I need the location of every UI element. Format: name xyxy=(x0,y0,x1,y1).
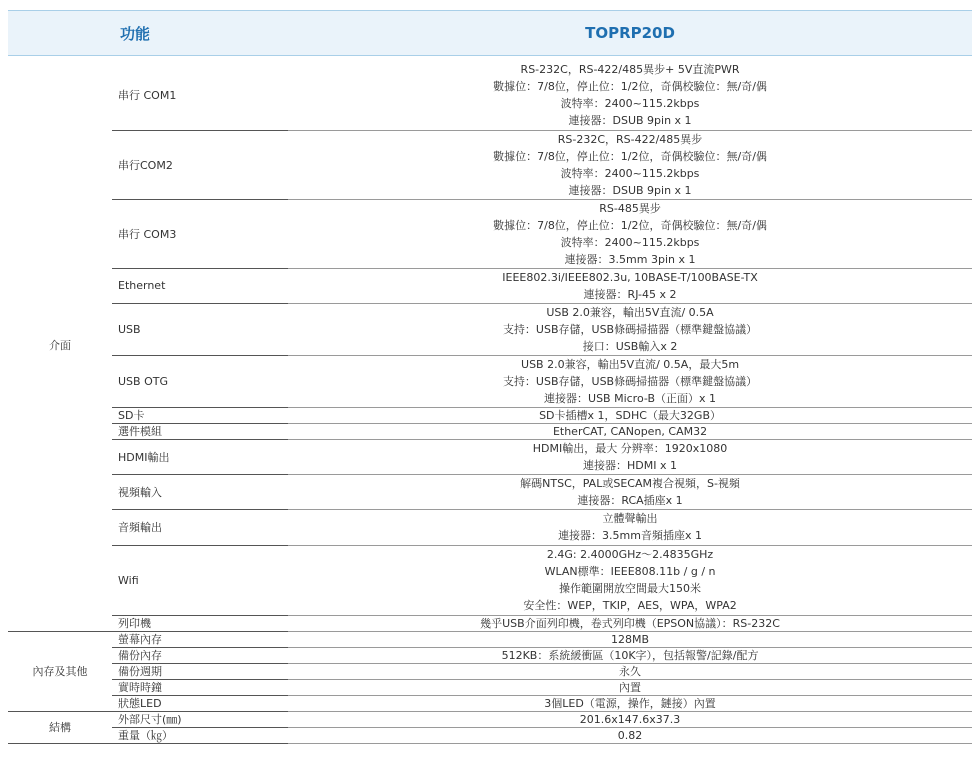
spec-value-line: 128MB xyxy=(611,632,650,646)
feature-label: Wifi xyxy=(112,545,282,615)
spec-value-line: 數據位：7/8位，停止位：1/2位，奇偶校驗位：無/奇/偶 xyxy=(493,79,767,93)
spec-row xyxy=(8,303,972,355)
spec-value-line: 內置 xyxy=(619,680,642,694)
spec-value-line: USB 2.0兼容，輸出5V直流/ 0.5A，最大5m xyxy=(521,357,740,371)
spec-value-line: 波特率：2400~115.2kbps xyxy=(560,235,700,249)
feature-label: USB OTG xyxy=(112,355,282,407)
spec-value xyxy=(288,711,972,727)
spec-value-line: 支持：USB存儲，USB條碼掃描器（標準鍵盤協議） xyxy=(502,374,758,388)
group-label: 內存及其他 xyxy=(8,631,112,711)
spec-value xyxy=(288,60,972,130)
spec-value xyxy=(288,631,972,647)
spec-value-line: 操作範圍開放空間最大150米 xyxy=(559,582,702,595)
spec-row xyxy=(8,727,972,743)
spec-value-line: 512KB：系統緩衝區（10K字），包括報警/記錄/配方 xyxy=(501,648,759,662)
spec-value-line: 永久 xyxy=(619,664,642,678)
feature-label: 串行 COM3 xyxy=(112,199,282,268)
feature-label: 螢幕內存 xyxy=(112,631,282,647)
feature-label: 備份內存 xyxy=(112,647,282,663)
spec-value-line: 201.6x147.6x37.3 xyxy=(579,712,681,726)
spec-row xyxy=(8,631,972,647)
feature-label: HDMI輸出 xyxy=(112,439,282,474)
spec-value-line: 數據位：7/8位，停止位：1/2位，奇偶校驗位：無/奇/偶 xyxy=(493,149,767,163)
spec-table-body xyxy=(8,11,972,744)
feature-label: 實時時鐘 xyxy=(112,679,282,695)
spec-value-line: 0.82 xyxy=(617,728,643,742)
spec-value-line: HDMI輸出，最大 分辨率：1920x1080 xyxy=(532,441,728,455)
spec-row xyxy=(8,663,972,679)
spec-value xyxy=(288,615,972,631)
spec-row xyxy=(8,711,972,727)
spec-value-line: 解碼NTSC，PAL或SECAM複合視頻，S-視頻 xyxy=(520,476,740,490)
spec-value-line: 波特率：2400~115.2kbps xyxy=(560,96,700,110)
spec-value-line: 連接器：DSUB 9pin x 1 xyxy=(568,113,692,127)
spec-value-line: RS-232C，RS-422/485異步+ 5V直流PWR xyxy=(520,62,740,76)
spec-value-line: 連接器：3.5mm音頻插座x 1 xyxy=(558,529,702,542)
spec-value xyxy=(288,545,972,615)
spec-row xyxy=(8,647,972,663)
spec-value-line: 連接器：DSUB 9pin x 1 xyxy=(568,183,692,197)
spec-value xyxy=(288,303,972,355)
spec-row xyxy=(8,615,972,631)
spec-value-line: 2.4G: 2.4000GHz～2.4835GHz xyxy=(546,548,714,561)
feature-label: SD卡 xyxy=(112,407,282,423)
group-label: 結構 xyxy=(8,711,112,743)
spec-value-line: 3個LED（電源，操作，鏈接）內置 xyxy=(544,696,716,710)
feature-label: 串行 COM1 xyxy=(112,60,282,130)
table-header xyxy=(8,11,972,56)
spec-value xyxy=(288,679,972,695)
spec-row xyxy=(8,268,972,303)
spec-row xyxy=(8,474,972,509)
feature-label: 串行COM2 xyxy=(112,130,282,199)
spec-value-line: 連接器：USB Micro-B（正面）x 1 xyxy=(544,391,717,405)
spec-value-line: 連接器：3.5mm 3pin x 1 xyxy=(564,252,696,266)
spec-value-line: IEEE802.3i/IEEE802.3u, 10BASE-T/100BASE-TX xyxy=(502,270,758,284)
spec-value xyxy=(288,407,972,423)
feature-label: USB xyxy=(112,303,282,355)
spec-value xyxy=(288,474,972,509)
spec-value xyxy=(288,509,972,545)
spec-value-line: SD卡插槽x 1，SDHC（最大32GB） xyxy=(539,408,721,422)
spec-value xyxy=(288,199,972,268)
feature-label: 外部尺寸(㎜) xyxy=(112,711,282,727)
spec-value xyxy=(288,130,972,199)
spec-value-line: 安全性：WEP，TKIP，AES，WPA，WPA2 xyxy=(523,599,737,612)
header-model-label: TOPRP20D xyxy=(288,11,972,56)
feature-label: 音頻輸出 xyxy=(112,509,282,545)
spec-value xyxy=(288,695,972,711)
spec-value-line: RS-232C，RS-422/485異步 xyxy=(557,132,703,146)
feature-label: 視頻輸入 xyxy=(112,474,282,509)
spec-value-line: 連接器：RCA插座x 1 xyxy=(577,493,683,507)
spec-row xyxy=(8,695,972,711)
spec-value xyxy=(288,727,972,743)
group-label: 介面 xyxy=(8,60,112,631)
spec-row xyxy=(8,545,972,615)
spec-row xyxy=(8,439,972,474)
feature-label: 重量（㎏） xyxy=(112,727,282,743)
spec-value-line: EtherCAT, CANopen, CAM32 xyxy=(552,424,708,438)
spec-value-line: 連接器：HDMI x 1 xyxy=(583,458,678,472)
spec-value xyxy=(288,268,972,303)
spec-value-line: 數據位：7/8位，停止位：1/2位，奇偶校驗位：無/奇/偶 xyxy=(493,218,767,232)
spec-value xyxy=(288,647,972,663)
spec-value-line: WLAN標準：IEEE808.11b / g / n xyxy=(544,565,716,578)
spec-row xyxy=(8,355,972,407)
header-feature-label: 功能 xyxy=(8,11,288,56)
spec-value-line: USB 2.0兼容，輸出5V直流/ 0.5A xyxy=(546,305,714,319)
spec-row xyxy=(8,423,972,439)
spec-value-line: 支持：USB存儲，USB條碼掃描器（標準鍵盤協議） xyxy=(502,322,758,336)
spec-row xyxy=(8,60,972,130)
spec-value-line: 波特率：2400~115.2kbps xyxy=(560,166,700,180)
spec-row xyxy=(8,199,972,268)
spec-value xyxy=(288,355,972,407)
spec-value xyxy=(288,439,972,474)
spec-row xyxy=(8,130,972,199)
spec-row xyxy=(8,679,972,695)
spec-value-line: RS-485異步 xyxy=(599,201,661,215)
spec-value xyxy=(288,423,972,439)
spec-row xyxy=(8,509,972,545)
feature-label: 狀態LED xyxy=(112,695,282,711)
spec-row xyxy=(8,407,972,423)
spec-value xyxy=(288,663,972,679)
feature-label: 備份週期 xyxy=(112,663,282,679)
feature-label: 選件模組 xyxy=(112,423,282,439)
feature-label: 列印機 xyxy=(112,615,282,631)
spec-table xyxy=(8,10,972,744)
spec-value-line: 立體聲輸出 xyxy=(602,512,658,525)
feature-label: Ethernet xyxy=(112,268,282,303)
spec-value-line: 連接器：RJ-45 x 2 xyxy=(583,287,677,301)
spec-value-line: 幾乎USB介面列印機，卷式列印機（EPSON協議）：RS-232C xyxy=(480,616,780,630)
spec-value-line: 接口：USB輸入x 2 xyxy=(582,339,678,353)
